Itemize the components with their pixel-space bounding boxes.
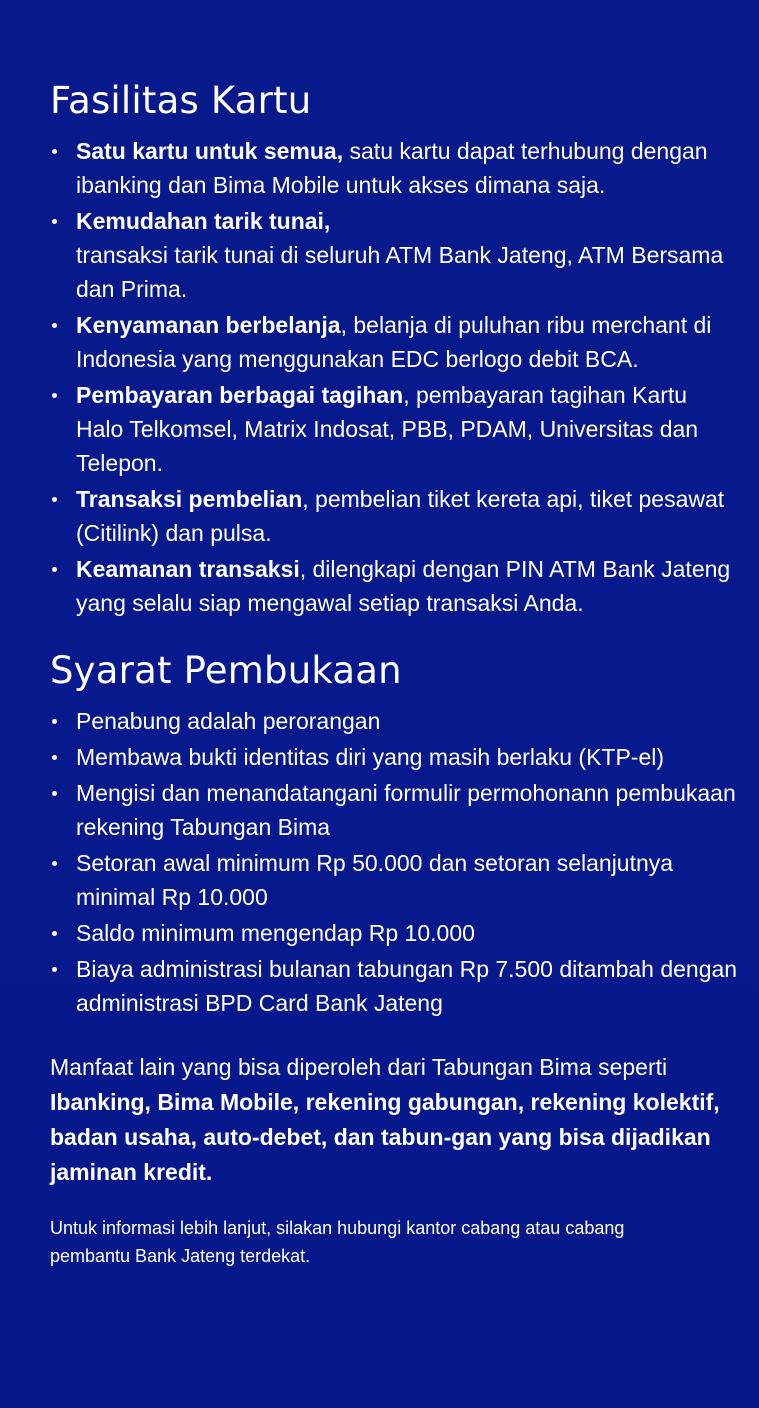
facilities-title: Fasilitas Kartu: [50, 79, 312, 122]
requirements-section: [50, 648, 739, 1020]
requirements-list: [50, 704, 739, 1020]
facility-text: , belanja di puluhan ribu merchant di Indonesia yang menggunakan EDC berlogo debit BCA.: [76, 312, 712, 372]
requirement-item: Biaya administrasi bulanan tabungan Rp 7.500 ditambah dengan administrasi BPD Card Bank Jateng: [50, 952, 739, 1020]
facility-term: Kenyamanan berbelanja: [76, 312, 341, 338]
requirement-item: Membawa bukti identitas diri yang masih berlaku (KTP-el): [50, 740, 739, 774]
facility-term: Pembayaran berbagai tagihan: [76, 382, 404, 408]
facility-item: [50, 378, 739, 480]
facility-item: [50, 204, 739, 306]
facility-text: , pembelian tiket kereta api, tiket pesawat (Citilink) dan pulsa.: [76, 486, 725, 546]
facility-text: satu kartu dapat terhubung dengan ibanking dan Bima Mobile untuk akses dimana saja.: [76, 138, 708, 198]
facility-text: , dilengkapi dengan PIN ATM Bank Jateng yang selalu siap mengawal setiap transaksi Anda.: [76, 556, 731, 616]
contact-note: Untuk informasi lebih lanjut, silakan hubungi kantor cabang atau cabang pembantu Bank Jateng terdekat.: [50, 1218, 625, 1266]
requirements-title: Syarat Pembukaan: [50, 649, 402, 692]
facility-term: Kemudahan tarik tunai,: [76, 208, 331, 234]
benefits-highlight: Ibanking, Bima Mobile, rekening gabungan, rekening kolektif, badan usaha, auto-debet, dan tabun-gan yang bisa dijadikan jaminan kredit.: [50, 1089, 720, 1185]
requirement-item: Penabung adalah perorangan: [50, 704, 739, 738]
requirement-item: Saldo minimum mengendap Rp 10.000: [50, 916, 739, 950]
facility-item: [50, 552, 739, 620]
facility-text: transaksi tarik tunai di seluruh ATM Bank Jateng, ATM Bersama dan Prima.: [76, 242, 724, 302]
requirement-item: Mengisi dan menandatangani formulir permohonann pembukaan rekening Tabungan Bima: [50, 776, 739, 844]
benefits-paragraph: [50, 1050, 739, 1190]
facility-item: [50, 482, 739, 550]
facility-term: Satu kartu untuk semua,: [76, 138, 344, 164]
facility-term: Transaksi pembelian: [76, 486, 303, 512]
requirement-item: Setoran awal minimum Rp 50.000 dan setoran selanjutnya minimal Rp 10.000: [50, 846, 739, 914]
facility-term: Keamanan transaksi: [76, 556, 300, 582]
facility-item: [50, 308, 739, 376]
facility-text: , pembayaran tagihan Kartu Halo Telkomsel, Matrix Indosat, PBB, PDAM, Universitas dan Telepon.: [76, 382, 699, 476]
facility-item: [50, 134, 739, 202]
facilities-section: [50, 78, 739, 620]
benefits-intro: Manfaat lain yang bisa diperoleh dari Tabungan Bima seperti: [50, 1054, 668, 1080]
facilities-list: [50, 134, 739, 620]
